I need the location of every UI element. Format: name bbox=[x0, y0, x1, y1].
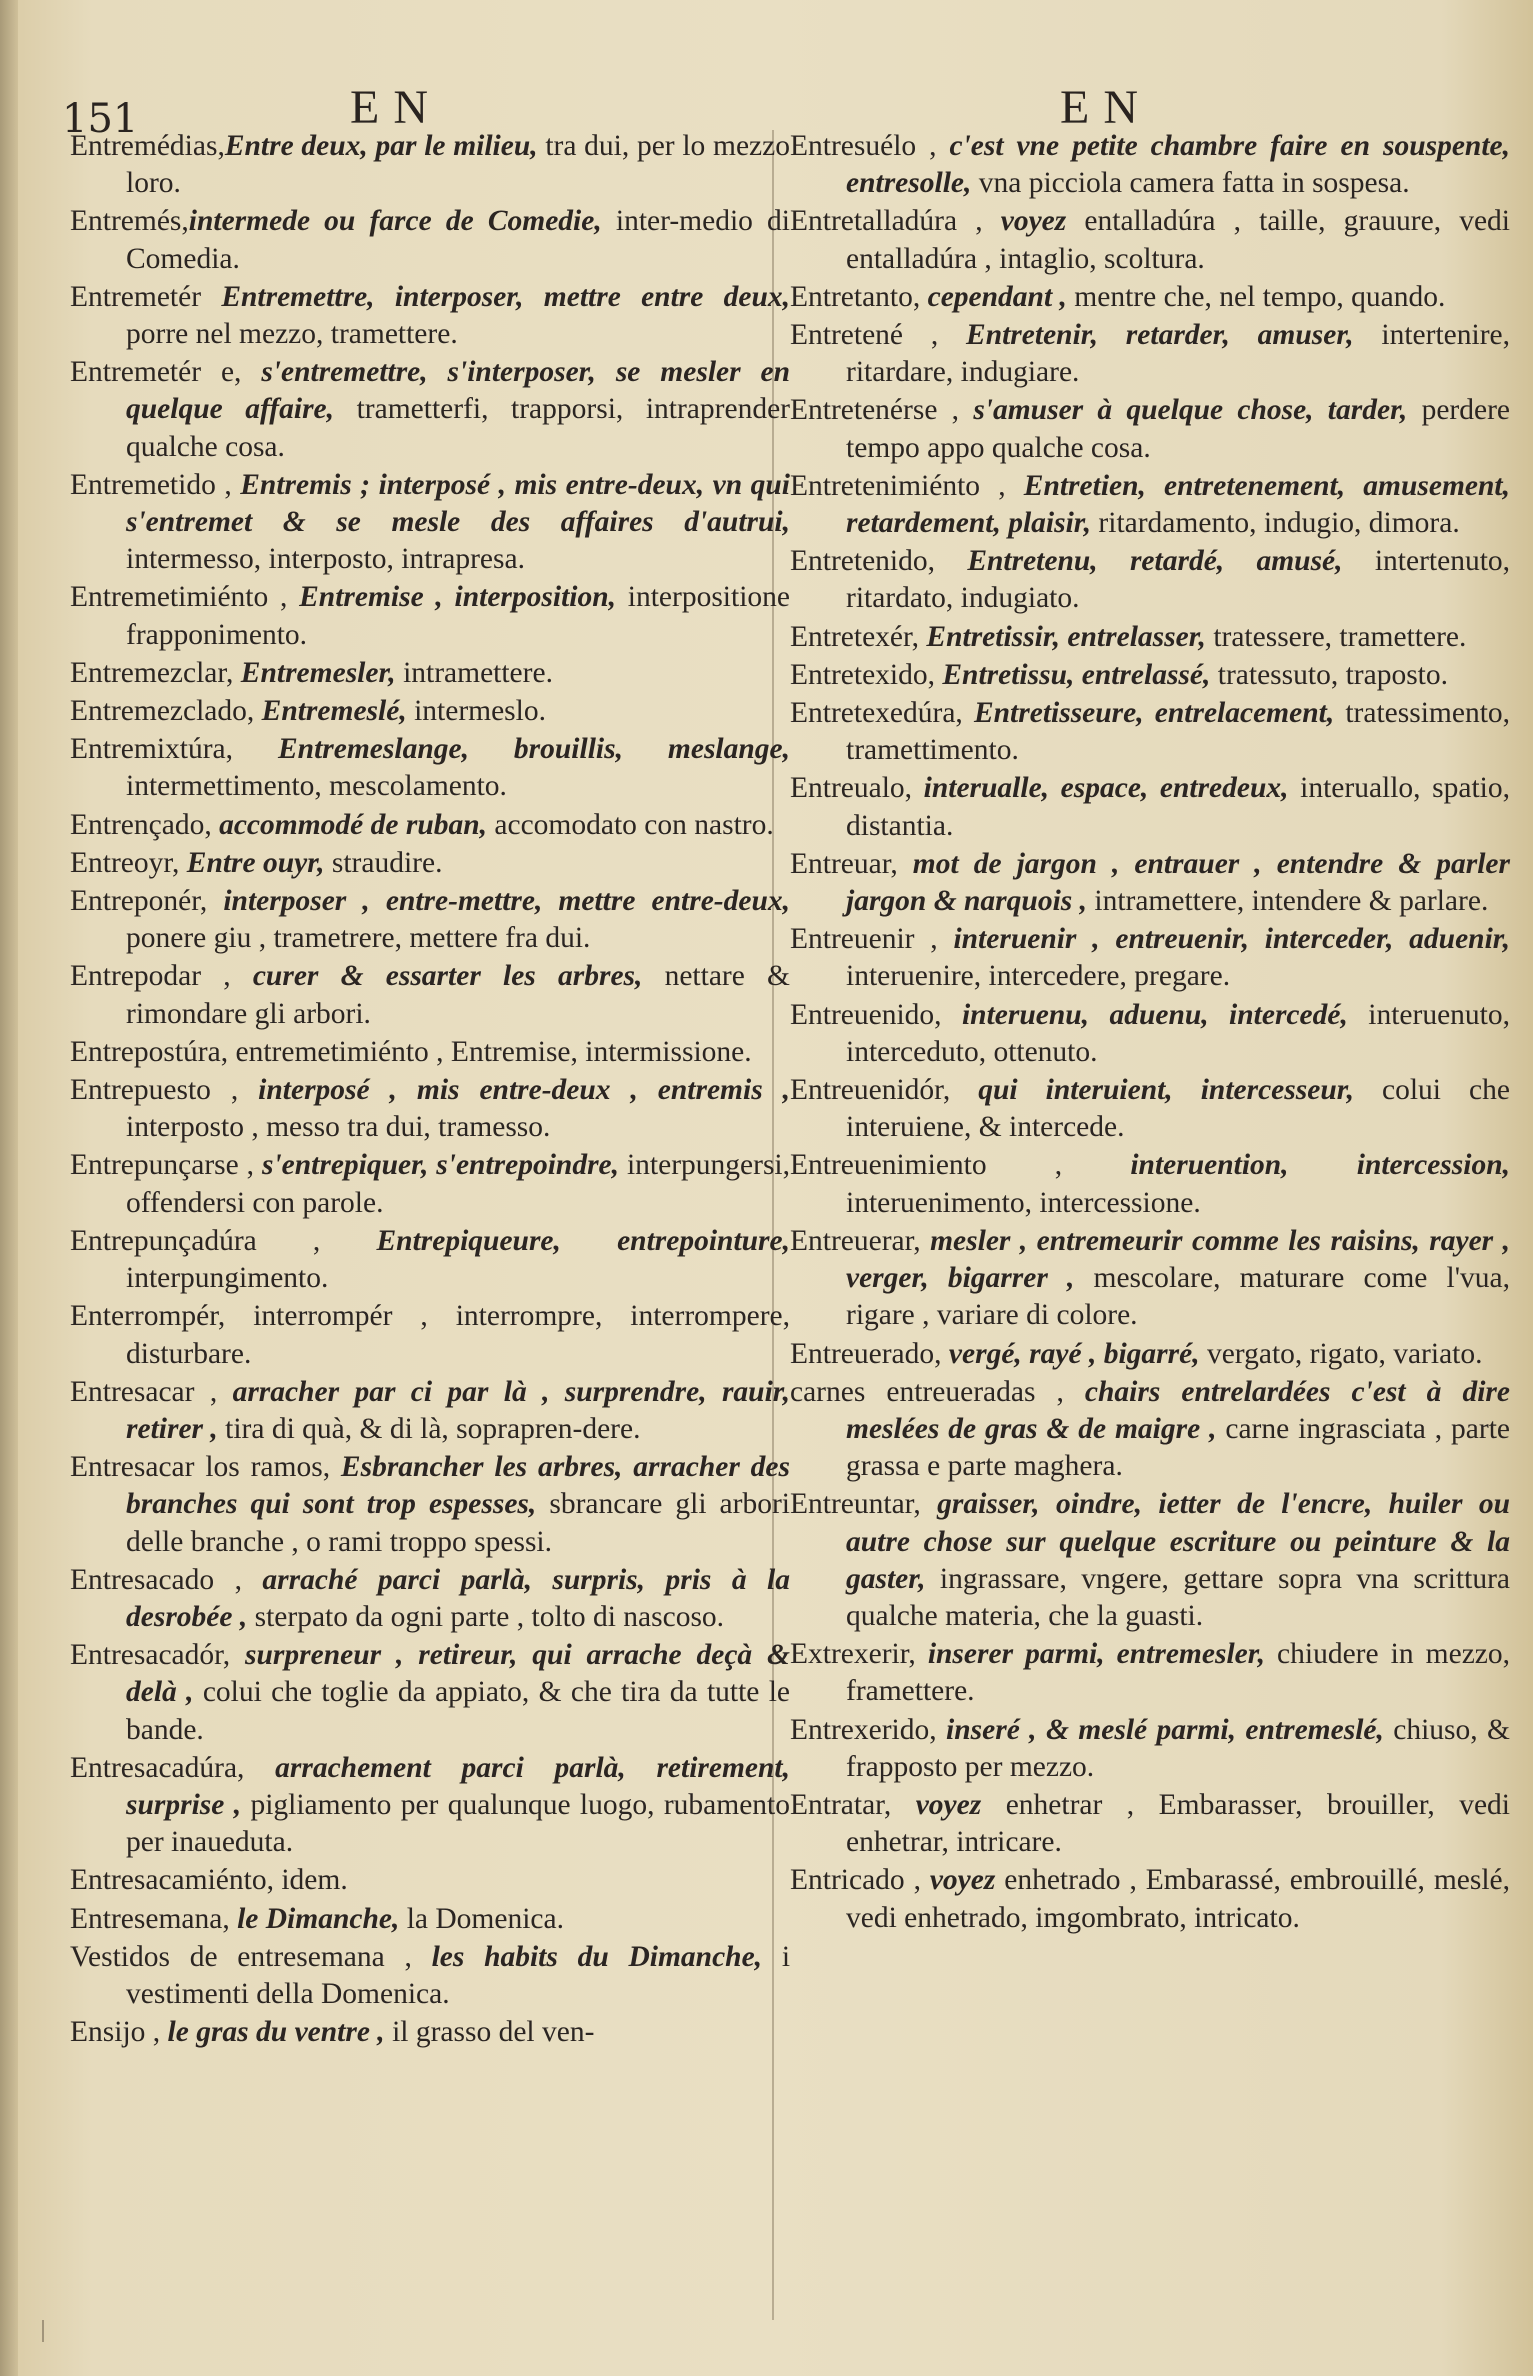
entry-headword: Entrepunçarse , bbox=[70, 1149, 262, 1182]
entry-headword: Entremezclar, bbox=[70, 656, 241, 689]
entry-italian-gloss: accomodato con nastro. bbox=[494, 808, 774, 841]
entry-headword: Entresuélo , bbox=[790, 130, 950, 162]
entry-french-gloss: s'entremettre, s'interposer, se mesler en quelque affaire, bbox=[126, 356, 790, 426]
entry-headword: Entrepuesto , bbox=[70, 1074, 259, 1107]
entry-headword: Entresacamiénto, bbox=[70, 1864, 282, 1897]
entry-italian-gloss: idem. bbox=[281, 1864, 348, 1897]
dictionary-entry bbox=[790, 921, 1510, 995]
dictionary-entry bbox=[790, 1223, 1510, 1335]
entry-italian-gloss: mentre che, nel tempo, quando. bbox=[1074, 280, 1446, 313]
dictionary-entry bbox=[70, 693, 790, 730]
entry-headword: Entretenimiénto , bbox=[790, 469, 1024, 502]
dictionary-entry bbox=[70, 1298, 790, 1372]
entry-headword: Entreuar, bbox=[790, 847, 913, 880]
page-number: 151 bbox=[62, 96, 139, 142]
entry-headword: Extrexerir, bbox=[790, 1638, 928, 1671]
left-column bbox=[70, 128, 790, 2052]
dictionary-entry bbox=[790, 468, 1510, 542]
dictionary-entry bbox=[790, 846, 1510, 920]
entry-italian-gloss: colui che interuiene, & intercede. bbox=[846, 1074, 1510, 1144]
dictionary-entry bbox=[70, 279, 790, 353]
entry-italian-gloss: interpungimento. bbox=[126, 1262, 329, 1295]
entry-italian-gloss: carne ingrasciata , parte grassa e parte maghera. bbox=[846, 1412, 1511, 1483]
entry-french-gloss: Entre deux, par le milieu, bbox=[224, 130, 538, 162]
entry-french-gloss: mot de jargon , entrauer , entendre & parler jargon & narquois , bbox=[846, 847, 1510, 918]
entry-headword: carnes entreueradas , bbox=[790, 1375, 1085, 1408]
entry-headword: Entremetimiénto , bbox=[70, 581, 300, 614]
entry-french-gloss: voyez bbox=[915, 1788, 982, 1821]
entry-french-gloss: voyez bbox=[929, 1864, 996, 1897]
dictionary-entry bbox=[70, 1939, 790, 2013]
entry-french-gloss: c'est vne petite chambre faire en souspente, entresolle, bbox=[846, 130, 1511, 200]
entry-italian-gloss: interuallo, spatio, distantia. bbox=[846, 772, 1511, 842]
dictionary-entry bbox=[70, 958, 790, 1032]
dictionary-entry bbox=[790, 279, 1510, 316]
entry-headword: Entresacar los ramos, bbox=[70, 1451, 341, 1484]
entry-french-gloss: arrachement parci parlà, retirement, surprise , bbox=[126, 1751, 790, 1821]
entry-french-gloss: Entremettre, interposer, mettre entre deux, bbox=[221, 280, 790, 313]
entry-headword: Ensijo , bbox=[70, 2016, 168, 2049]
entry-italian-gloss: intermettimento, mescolamento. bbox=[126, 770, 507, 803]
entry-french-gloss: cependant , bbox=[927, 280, 1067, 313]
entry-french-gloss: Entremesler, bbox=[240, 656, 396, 689]
entry-italian-gloss: entalladúra , taille, grauure, vedi entalladúra , intaglio, scoltura. bbox=[846, 205, 1511, 275]
dictionary-entry bbox=[790, 619, 1510, 656]
entry-headword: Entretalladúra , bbox=[790, 205, 1001, 238]
entry-french-gloss: inserer parmi, entremesler, bbox=[927, 1638, 1265, 1671]
dictionary-entry bbox=[790, 1636, 1510, 1710]
entry-french-gloss: interuention, intercession, bbox=[1130, 1149, 1510, 1182]
entry-french-gloss: interuenir , entreuenir, interceder, aduenir, bbox=[953, 923, 1510, 956]
entry-italian-gloss: tratessuto, traposto. bbox=[1217, 658, 1448, 691]
entry-french-gloss: surpreneur , retireur, qui arrache deçà & delà , bbox=[126, 1639, 790, 1709]
dictionary-entry bbox=[790, 1072, 1510, 1146]
entry-headword: Entrexerido, bbox=[790, 1713, 947, 1746]
entry-french-gloss: Entretien, entretenement, amusement, retardement, plaisir, bbox=[846, 469, 1510, 540]
dictionary-entry bbox=[70, 203, 790, 277]
entry-italian-gloss: la Domenica. bbox=[406, 1902, 564, 1935]
entry-headword: Entricado , bbox=[790, 1864, 930, 1897]
dictionary-entry bbox=[790, 695, 1510, 769]
entry-headword: Enterrompér, bbox=[70, 1300, 254, 1333]
dictionary-entry bbox=[70, 1901, 790, 1938]
entry-headword: Entreuenido, bbox=[790, 998, 962, 1031]
entry-headword: Entrepodar , bbox=[70, 960, 253, 993]
entry-headword: Entremetér bbox=[70, 280, 222, 313]
dictionary-entry bbox=[790, 1336, 1510, 1373]
page-gutter bbox=[0, 0, 18, 2376]
entry-headword: Entreuenidór, bbox=[790, 1074, 979, 1107]
entry-french-gloss: Entretisseure, entrelacement, bbox=[973, 697, 1335, 730]
entry-french-gloss: accommodé de ruban, bbox=[219, 808, 488, 841]
entry-italian-gloss: tira di quà, & di là, soprapren-dere. bbox=[225, 1412, 641, 1445]
entry-headword: Entretexér, bbox=[790, 620, 927, 653]
dictionary-entry bbox=[70, 579, 790, 653]
entry-italian-gloss: intermeslo. bbox=[414, 695, 546, 728]
dictionary-entry bbox=[70, 1034, 790, 1071]
dictionary-entry bbox=[790, 1787, 1510, 1861]
entry-french-gloss: vergé, rayé , bigarré, bbox=[948, 1337, 1200, 1370]
entry-french-gloss: Esbrancher les arbres, arracher des branches qui sont trop espesses, bbox=[126, 1451, 790, 1521]
entry-italian-gloss: i vestimenti della Domenica. bbox=[126, 1940, 791, 2010]
entry-headword: Entreuerado, bbox=[790, 1337, 949, 1370]
entry-headword: Entretanto, bbox=[790, 280, 928, 313]
entry-italian-gloss: enhetrado , Embarassé, embrouillé, meslé, vedi enhetrado, imgombrato, intricato. bbox=[846, 1864, 1510, 1934]
entry-french-gloss: Entremise , interposition, bbox=[299, 581, 617, 614]
entry-italian-gloss: mescolare, maturare come l'vua, rigare , variare di colore. bbox=[846, 1262, 1511, 1332]
entry-french-gloss: curer & essarter les arbres, bbox=[252, 960, 643, 993]
dictionary-entry bbox=[70, 467, 790, 579]
entry-italian-gloss: entremetimiénto , Entremise, intermissione. bbox=[235, 1035, 752, 1068]
entry-italian-gloss: colui che toglie da appiato, & che tira da tutte le bande. bbox=[126, 1676, 790, 1746]
entry-italian-gloss: inter-medio di Comedia. bbox=[126, 205, 790, 275]
entry-italian-gloss: enhetrar , Embarasser, brouiller, vedi enhetrar, intricare. bbox=[846, 1788, 1510, 1859]
entry-french-gloss: s'amuser à quelque chose, tarder, bbox=[973, 394, 1408, 427]
entry-italian-gloss: ponere giu , trametrere, mettere fra dui. bbox=[126, 922, 591, 955]
entry-headword: Entretené , bbox=[790, 319, 967, 352]
entry-italian-gloss: interrompér , interrompre, interrompere, disturbare. bbox=[126, 1300, 791, 1370]
entry-french-gloss: arraché parci parlà, surpris, pris à la desrobée , bbox=[126, 1563, 790, 1633]
entry-italian-gloss: chiuso, & frapposto per mezzo. bbox=[846, 1713, 1511, 1783]
entry-headword: Entremédias, bbox=[70, 130, 225, 162]
entry-french-gloss: interposer , entre-mettre, mettre entre-deux, bbox=[223, 885, 791, 918]
dictionary-entry bbox=[70, 1374, 790, 1448]
entry-headword: Entratar, bbox=[790, 1788, 916, 1821]
entry-french-gloss: Entretenu, retardé, amusé, bbox=[967, 545, 1343, 578]
entry-italian-gloss: vergato, rigato, variato. bbox=[1206, 1337, 1483, 1370]
entry-headword: Entremezclado, bbox=[70, 695, 262, 728]
dictionary-entry bbox=[70, 1147, 790, 1221]
entry-italian-gloss: intertenuto, ritardato, indugiato. bbox=[846, 545, 1511, 615]
entry-italian-gloss: interuenire, intercedere, pregare. bbox=[846, 960, 1231, 993]
entry-headword: Entremés, bbox=[70, 205, 189, 238]
entry-french-gloss: qui interuient, intercesseur, bbox=[978, 1074, 1354, 1107]
entry-italian-gloss: interpositione frapponimento. bbox=[126, 581, 790, 651]
entry-headword: Entremixtúra, bbox=[70, 733, 278, 766]
entry-headword: Entresacar , bbox=[70, 1375, 233, 1408]
dictionary-entry bbox=[70, 1750, 790, 1862]
entry-italian-gloss: interposto , messo tra dui, tramesso. bbox=[126, 1111, 551, 1144]
entry-italian-gloss: ingrassare, vngere, gettare sopra vna scrittura qualche materia, che la guasti. bbox=[846, 1562, 1510, 1632]
entry-italian-gloss: tra dui, per lo mezzo loro. bbox=[126, 130, 790, 200]
entry-italian-gloss: trametterfi, trapporsi, intraprender qualche cosa. bbox=[126, 393, 790, 463]
entry-italian-gloss: interpungersi, offendersi con parole. bbox=[126, 1149, 790, 1219]
dictionary-entry bbox=[790, 317, 1510, 391]
dictionary-entry bbox=[70, 845, 790, 882]
entry-french-gloss: s'entrepiquer, s'entrepoindre, bbox=[261, 1149, 620, 1182]
dictionary-entry bbox=[790, 1862, 1510, 1936]
running-head-left: EN bbox=[350, 81, 442, 134]
entry-french-gloss: Entremeslange, brouillis, meslange, bbox=[278, 733, 791, 766]
entry-french-gloss: graisser, oindre, ietter de l'encre, huiler ou autre chose sur quelque escriture ou peinture & la gaster, bbox=[846, 1488, 1510, 1595]
entry-italian-gloss: chiudere in mezzo, framettere. bbox=[846, 1638, 1511, 1708]
entry-french-gloss: Entretenir, retarder, amuser, bbox=[966, 319, 1354, 352]
dictionary-entry bbox=[70, 883, 790, 957]
dictionary-entry bbox=[790, 657, 1510, 694]
entry-italian-gloss: intermesso, interposto, intrapresa. bbox=[126, 543, 525, 576]
entry-french-gloss: Entremis ; interposé , mis entre-deux, vn qui s'entremet & se mesle des affaires d'autrui, bbox=[126, 468, 790, 539]
dictionary-entry bbox=[70, 1637, 790, 1749]
dictionary-entry bbox=[70, 1072, 790, 1146]
entry-italian-gloss: intramettere. bbox=[403, 656, 553, 689]
entry-headword: Entreuenir , bbox=[790, 923, 954, 956]
dictionary-entry bbox=[790, 1147, 1510, 1221]
margin-mark bbox=[42, 2320, 54, 2342]
entry-headword: Entrepostúra, bbox=[70, 1035, 236, 1068]
dictionary-entry bbox=[70, 655, 790, 692]
dictionary-entry bbox=[70, 1562, 790, 1636]
entry-french-gloss: intermede ou farce de Comedie, bbox=[188, 205, 602, 238]
entry-italian-gloss: tratessere, tramettere. bbox=[1213, 620, 1467, 653]
entry-italian-gloss: perdere tempo appo qualche cosa. bbox=[846, 394, 1511, 464]
entry-italian-gloss: interuenuto, interceduto, ottenuto. bbox=[846, 998, 1510, 1068]
entry-italian-gloss: straudire. bbox=[331, 846, 443, 879]
dictionary-entry bbox=[70, 128, 790, 202]
entry-french-gloss: interualle, espace, entredeux, bbox=[923, 772, 1289, 805]
entry-french-gloss: interposé , mis entre-deux , entremis , bbox=[258, 1074, 790, 1107]
entry-french-gloss: les habits du Dimanche, bbox=[431, 1940, 763, 1973]
entry-italian-gloss: nettare & rimondare gli arbori. bbox=[126, 960, 790, 1030]
entry-headword: Entresacado , bbox=[70, 1563, 263, 1596]
dictionary-entry bbox=[70, 807, 790, 844]
entry-french-gloss: mesler , entremeurir comme les raisins, rayer , verger, bigarrer , bbox=[846, 1224, 1510, 1295]
entry-headword: Entreualo, bbox=[790, 772, 924, 805]
entry-french-gloss: Entretissu, entrelassé, bbox=[942, 658, 1211, 691]
entry-french-gloss: Entremeslé, bbox=[261, 695, 407, 728]
dictionary-entry bbox=[790, 392, 1510, 466]
entry-french-gloss: inseré , & meslé parmi, entremeslé, bbox=[946, 1713, 1384, 1746]
entry-headword: Entremetido , bbox=[70, 468, 241, 501]
entry-italian-gloss: intramettere, intendere & parlare. bbox=[1094, 885, 1489, 918]
entry-italian-gloss: tratessimento, tramettimento. bbox=[846, 697, 1511, 767]
dictionary-entry bbox=[790, 1486, 1510, 1635]
entry-headword: Entreoyr, bbox=[70, 846, 187, 879]
entry-headword: Entretexido, bbox=[790, 658, 943, 691]
entry-italian-gloss: ritardamento, indugio, dimora. bbox=[1098, 507, 1460, 540]
entry-french-gloss: arracher par ci par là , surprendre, rauir, retirer , bbox=[126, 1375, 791, 1445]
dictionary-entry bbox=[70, 1449, 790, 1561]
entry-headword: Entreuenimiento , bbox=[790, 1149, 1131, 1182]
dictionary-entry bbox=[70, 731, 790, 805]
entry-french-gloss: voyez bbox=[1000, 205, 1067, 238]
entry-headword: Entreponér, bbox=[70, 885, 224, 918]
entry-italian-gloss: pigliamento per qualunque luogo, rubamento per inaueduta. bbox=[126, 1788, 790, 1859]
dictionary-entry bbox=[790, 1712, 1510, 1786]
dictionary-entry bbox=[70, 354, 790, 466]
entry-italian-gloss: sterpato da ogni parte , tolto di nascoso. bbox=[254, 1600, 725, 1633]
entry-italian-gloss: porre nel mezzo, tramettere. bbox=[126, 318, 458, 351]
dictionary-entry bbox=[70, 1862, 790, 1899]
entry-headword: Vestidos de entresemana , bbox=[70, 1940, 432, 1973]
entry-french-gloss: Entrepiqueure, entrepointure, bbox=[376, 1224, 790, 1257]
entry-headword: Entresacadór, bbox=[70, 1639, 246, 1672]
entry-headword: Entrençado, bbox=[70, 808, 220, 841]
entry-headword: Entretexedúra, bbox=[790, 697, 974, 730]
dictionary-entry bbox=[70, 1223, 790, 1297]
entry-headword: Entresemana, bbox=[70, 1902, 238, 1935]
dictionary-entry bbox=[790, 128, 1510, 202]
entry-headword: Entremetér e, bbox=[70, 356, 262, 389]
entry-headword: Entretenérse , bbox=[790, 394, 974, 427]
entry-italian-gloss: interuenimento, intercessione. bbox=[846, 1186, 1201, 1219]
dictionary-entry bbox=[70, 2014, 790, 2051]
entry-headword: Entreuntar, bbox=[790, 1488, 938, 1521]
entry-french-gloss: Entretissir, entrelasser, bbox=[926, 620, 1206, 653]
entry-french-gloss: chairs entrelardées c'est à dire meslées de gras & de maigre , bbox=[846, 1375, 1510, 1445]
dictionary-entry bbox=[790, 203, 1510, 277]
dictionary-entry bbox=[790, 1374, 1510, 1486]
entry-french-gloss: Entre ouyr, bbox=[186, 846, 325, 879]
entry-headword: Entretenido, bbox=[790, 545, 968, 578]
dictionary-entry bbox=[790, 543, 1510, 617]
entry-italian-gloss: sbrancare gli arbori delle branche , o rami troppo spessi. bbox=[126, 1488, 790, 1558]
entry-headword: Entrepunçadúra , bbox=[70, 1224, 377, 1257]
entry-french-gloss: le gras du ventre , bbox=[167, 2016, 385, 2049]
entry-french-gloss: le Dimanche, bbox=[237, 1902, 400, 1935]
right-column bbox=[790, 128, 1510, 1938]
entry-italian-gloss: vna picciola camera fatta in sospesa. bbox=[978, 167, 1410, 200]
entry-headword: Entreuerar, bbox=[790, 1224, 931, 1257]
dictionary-entry bbox=[790, 770, 1510, 844]
entry-french-gloss: interuenu, aduenu, intercedé, bbox=[961, 998, 1348, 1031]
dictionary-entry bbox=[790, 997, 1510, 1071]
running-head-right: EN bbox=[1060, 81, 1152, 134]
entry-italian-gloss: il grasso del ven- bbox=[392, 2016, 595, 2049]
entry-headword: Entresacadúra, bbox=[70, 1751, 276, 1784]
entry-italian-gloss: intertenire, ritardare, indugiare. bbox=[846, 319, 1510, 389]
